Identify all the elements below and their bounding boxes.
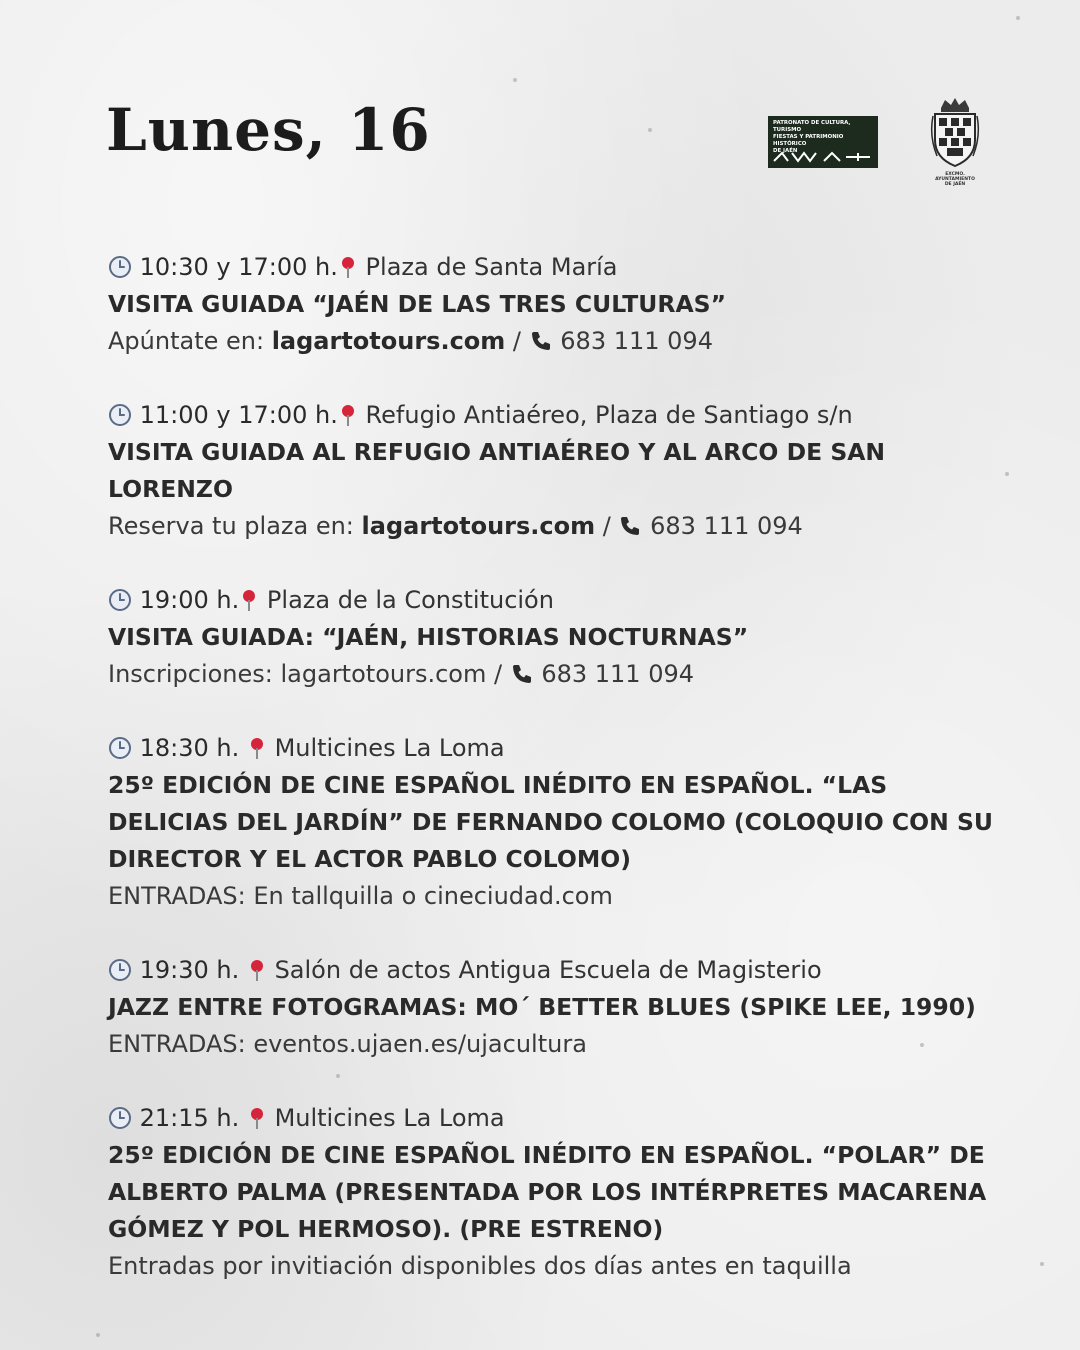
event-time: 19:00 h. bbox=[139, 586, 240, 614]
patronato-logo bbox=[768, 116, 878, 168]
texture-speck bbox=[96, 1333, 100, 1337]
location-pin-icon bbox=[338, 255, 358, 279]
patronato-logo-line-2: FIESTAS Y PATRIMONIO HISTÓRICO bbox=[773, 134, 844, 147]
event-info-link[interactable]: lagartotours.com bbox=[361, 512, 596, 540]
event-info-prefix: Reserva tu plaza en: bbox=[108, 512, 362, 540]
event-item bbox=[108, 1100, 1008, 1285]
event-meta bbox=[108, 582, 1008, 619]
event-info-sep: / bbox=[595, 512, 619, 540]
event-place: Salón de actos Antigua Escuela de Magisterio bbox=[274, 956, 822, 984]
patronato-logo-line-3: DE JAÉN bbox=[773, 148, 798, 154]
event-info: ENTRADAS: En tallquilla o cineciudad.com bbox=[108, 882, 613, 910]
event-meta bbox=[108, 730, 1008, 767]
event-title: 25º EDICIÓN DE CINE ESPAÑOL INÉDITO EN ESPAÑOL. “LAS DELICIAS DEL JARDÍN” DE FERNANDO COLOMO (COLOQUIO CON SU DIRECTOR Y EL ACTOR PABLO COLOMO) bbox=[108, 771, 993, 873]
event-phone[interactable]: 683 111 094 bbox=[560, 327, 713, 355]
event-phone[interactable]: 683 111 094 bbox=[541, 660, 695, 688]
event-title: 25º EDICIÓN DE CINE ESPAÑOL INÉDITO EN ESPAÑOL. “POLAR” DE ALBERTO PALMA (PRESENTADA POR LOS INTÉRPRETES MACARENA GÓMEZ Y POL HERMOSO). (PRE ESTRENO) bbox=[108, 1141, 987, 1243]
location-pin-icon bbox=[247, 958, 267, 982]
event-phone[interactable]: 683 111 094 bbox=[650, 512, 803, 540]
event-item bbox=[108, 582, 1008, 693]
event-item bbox=[108, 397, 1008, 545]
event-item bbox=[108, 952, 1008, 1063]
event-info bbox=[108, 656, 1008, 693]
phone-icon bbox=[529, 329, 553, 353]
event-time: 11:00 y 17:00 h. bbox=[139, 401, 338, 429]
texture-speck bbox=[1016, 16, 1020, 20]
ayuntamiento-escudo-logo bbox=[926, 96, 984, 187]
phone-icon bbox=[618, 514, 642, 538]
texture-speck bbox=[1040, 1262, 1044, 1266]
location-pin-icon bbox=[239, 588, 259, 612]
event-info-prefix: Apúntate en: bbox=[108, 327, 272, 355]
event-meta bbox=[108, 1100, 1008, 1137]
event-info-link[interactable]: lagartotours.com bbox=[271, 327, 506, 355]
event-info-prefix: Inscripciones: lagartotours.com bbox=[108, 660, 487, 688]
event-title: VISITA GUIADA “JAÉN DE LAS TRES CULTURAS” bbox=[108, 290, 727, 318]
clock-icon bbox=[108, 958, 132, 982]
clock-icon bbox=[108, 588, 132, 612]
page-title: Lunes, 16 bbox=[106, 96, 431, 164]
event-title: VISITA GUIADA: “JAÉN, HISTORIAS NOCTURNAS” bbox=[108, 623, 749, 651]
clock-icon bbox=[108, 736, 132, 760]
event-time: 21:15 h. bbox=[139, 1104, 240, 1132]
escudo-caption-line-1: EXCMO. AYUNTAMIENTO bbox=[935, 172, 975, 182]
texture-speck bbox=[513, 78, 517, 82]
event-meta bbox=[108, 952, 1008, 989]
phone-icon bbox=[510, 662, 534, 686]
event-title: VISITA GUIADA AL REFUGIO ANTIAÉREO Y AL ARCO DE SAN LORENZO bbox=[108, 438, 886, 503]
location-pin-icon bbox=[247, 1106, 267, 1130]
clock-icon bbox=[108, 255, 132, 279]
event-info bbox=[108, 323, 1008, 360]
location-pin-icon bbox=[247, 736, 267, 760]
event-info: Entradas por invitiación disponibles dos días antes en taquilla bbox=[108, 1252, 852, 1280]
event-info-sep: / bbox=[505, 327, 529, 355]
texture-speck bbox=[648, 128, 652, 132]
event-item bbox=[108, 730, 1008, 915]
event-place: Multicines La Loma bbox=[274, 1104, 505, 1132]
event-info-sep: / bbox=[486, 660, 510, 688]
event-meta bbox=[108, 397, 1008, 434]
patronato-logo-line-1: PATRONATO DE CULTURA, TURISMO bbox=[773, 120, 851, 133]
patronato-logo-mark bbox=[772, 149, 872, 165]
event-info bbox=[108, 508, 1008, 545]
event-place: Refugio Antiaéreo, Plaza de Santiago s/n bbox=[365, 401, 853, 429]
clock-icon bbox=[108, 1106, 132, 1130]
escudo-caption-line-2: DE JAÉN bbox=[944, 182, 966, 187]
event-title: JAZZ ENTRE FOTOGRAMAS: MO´ BETTER BLUES (SPIKE LEE, 1990) bbox=[108, 993, 976, 1021]
coat-of-arms-icon bbox=[929, 96, 981, 168]
event-place: Plaza de Santa María bbox=[365, 253, 618, 281]
event-place: Plaza de la Constitución bbox=[266, 586, 554, 614]
location-pin-icon bbox=[338, 403, 358, 427]
clock-icon bbox=[108, 403, 132, 427]
events-list bbox=[108, 249, 1008, 1322]
event-info: ENTRADAS: eventos.ujaen.es/ujacultura bbox=[108, 1030, 587, 1058]
event-place: Multicines La Loma bbox=[274, 734, 505, 762]
event-item bbox=[108, 249, 1008, 360]
event-time: 19:30 h. bbox=[139, 956, 240, 984]
event-meta bbox=[108, 249, 1008, 286]
event-time: 18:30 h. bbox=[139, 734, 240, 762]
event-time: 10:30 y 17:00 h. bbox=[139, 253, 338, 281]
